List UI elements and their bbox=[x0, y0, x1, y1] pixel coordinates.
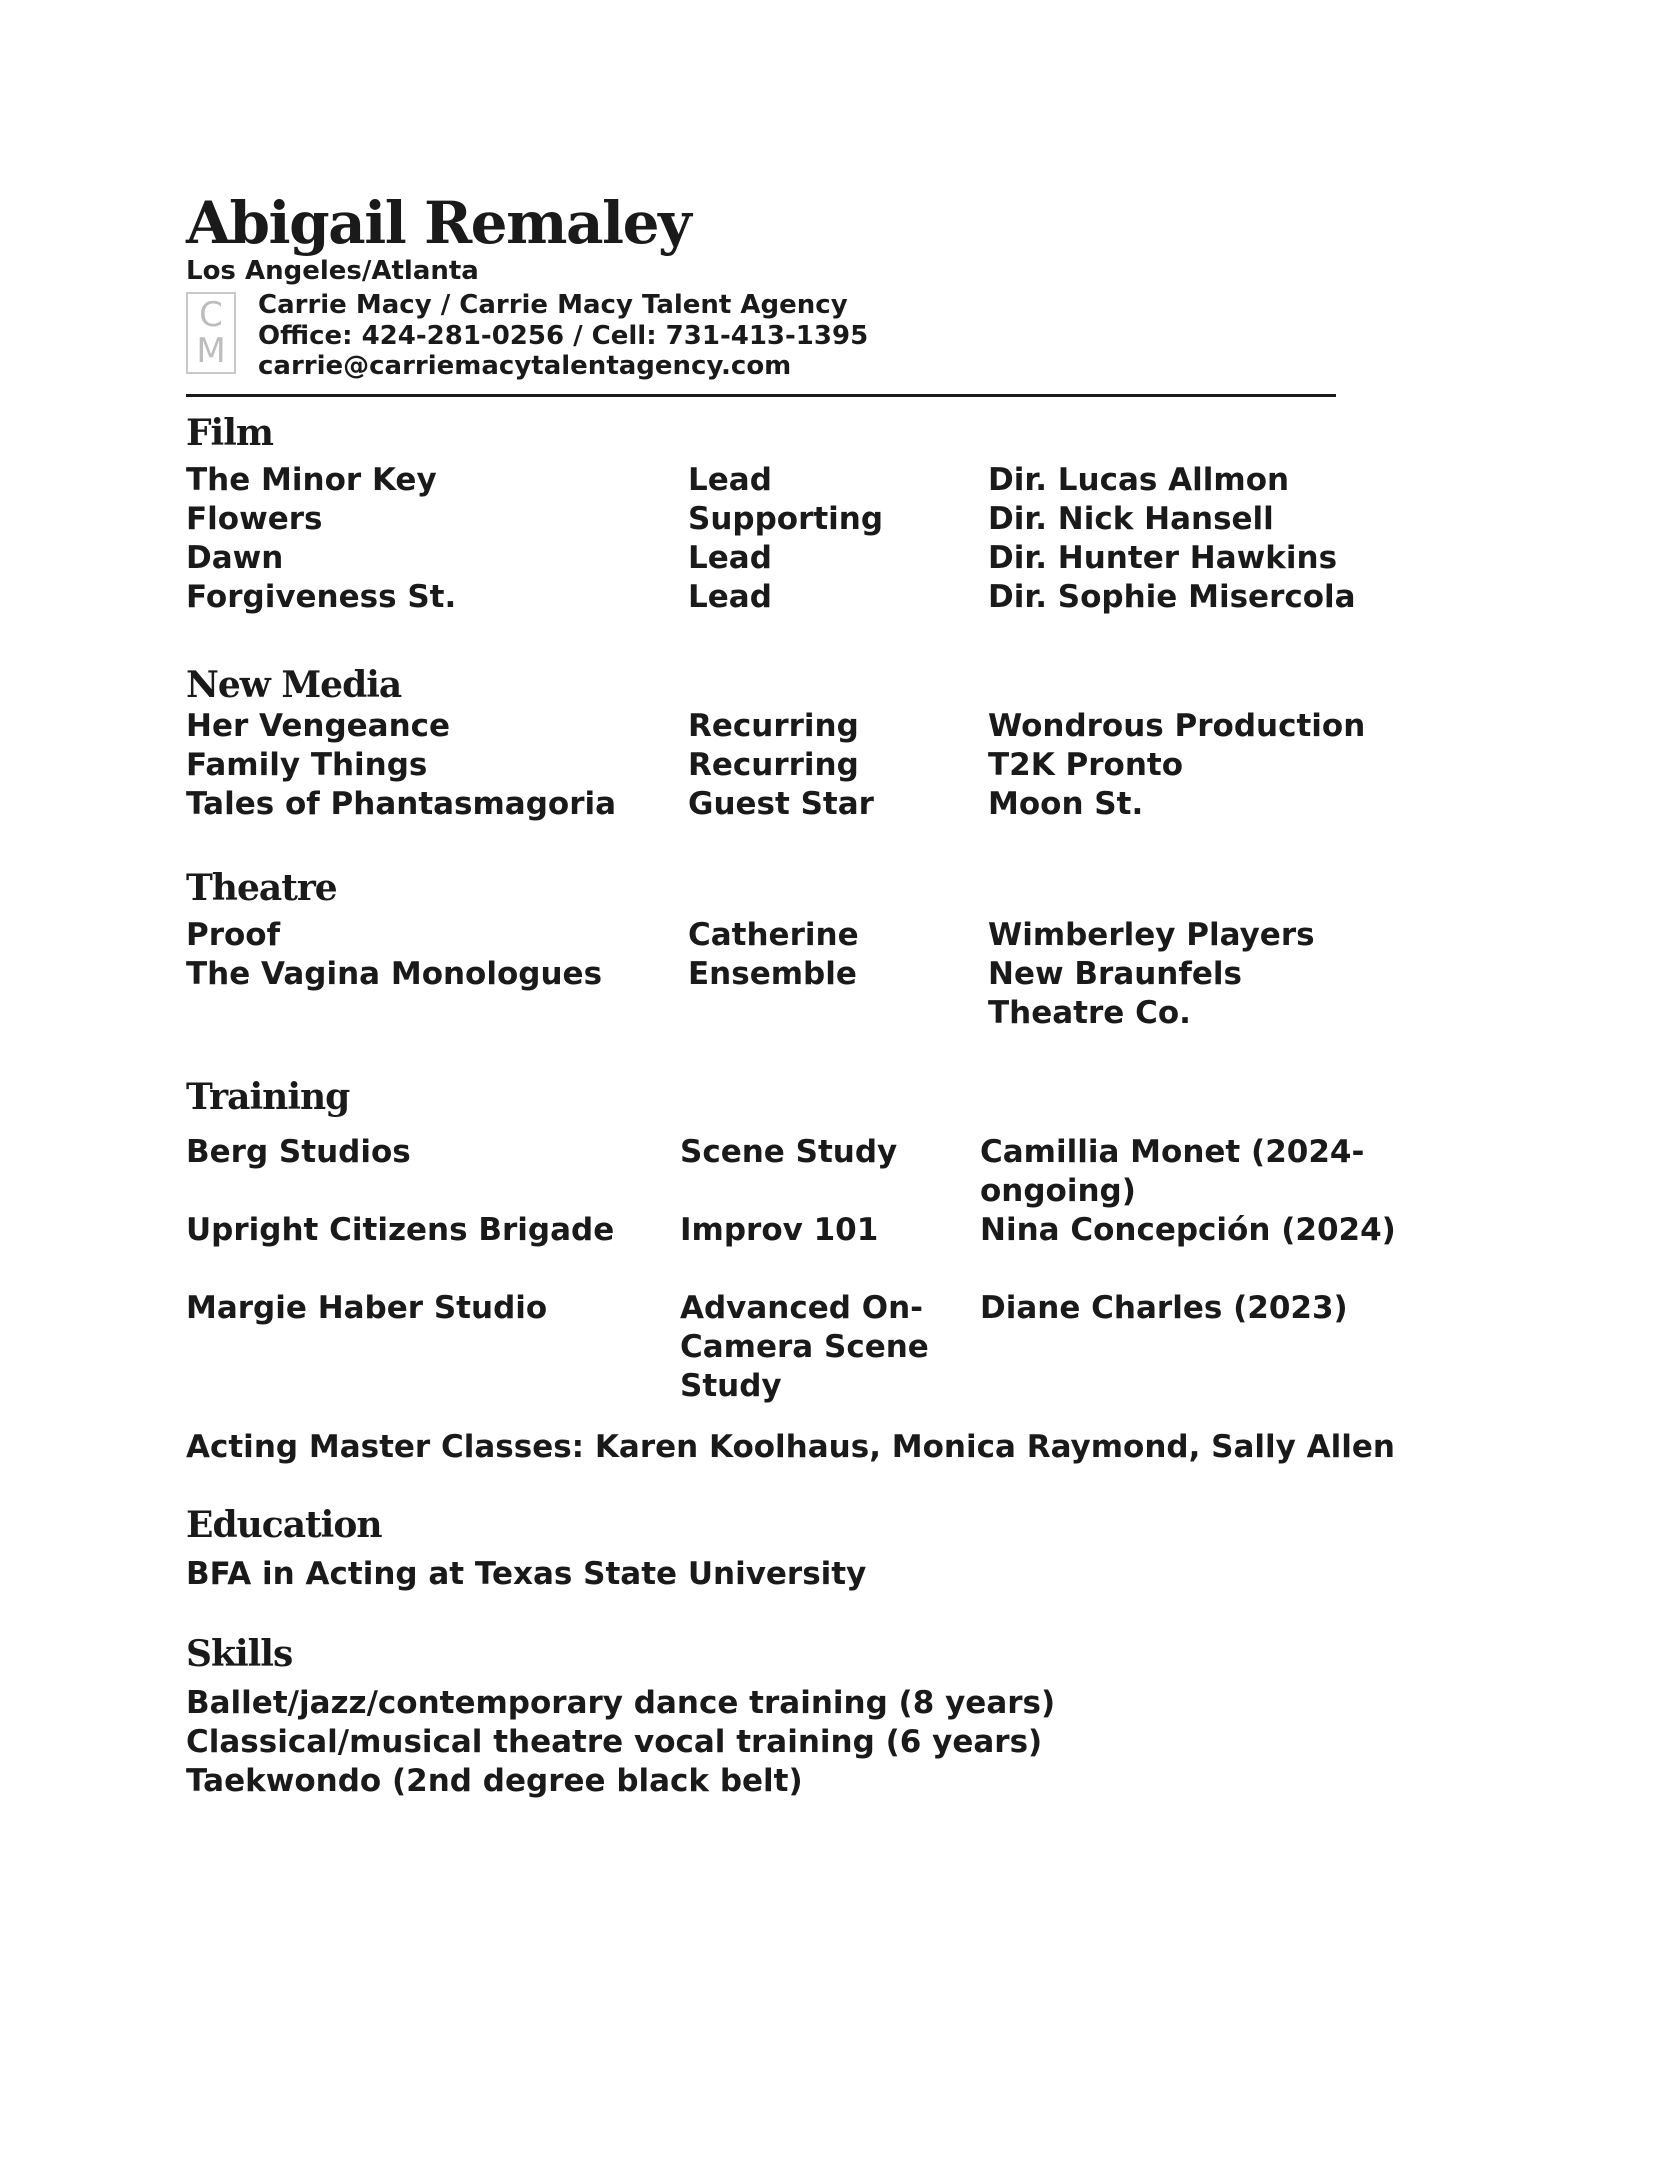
skill-item: Classical/musical theatre vocal training (6 years) bbox=[186, 1723, 1043, 1760]
education-line: BFA in Acting at Texas State University bbox=[186, 1555, 867, 1592]
training-class-line: Study bbox=[680, 1367, 782, 1404]
theatre-row bbox=[186, 916, 1486, 955]
training-heading: Training bbox=[186, 1075, 350, 1118]
agency-lines bbox=[258, 290, 868, 382]
new-media-project: Tales of Phantasmagoria bbox=[186, 785, 617, 822]
agency-phones: Office: 424-281-0256 / Cell: 731-413-1395 bbox=[258, 320, 869, 351]
agency-email[interactable]: carrie@carriemacytalentagency.com bbox=[258, 351, 792, 381]
agency-logo-icon bbox=[186, 292, 236, 374]
training-school: Margie Haber Studio bbox=[186, 1289, 548, 1326]
new-media-credit: T2K Pronto bbox=[988, 746, 1184, 783]
skill-item: Ballet/jazz/contemporary dance training (8 years) bbox=[186, 1684, 1056, 1721]
new-media-role: Recurring bbox=[688, 746, 859, 783]
theatre-role: Catherine bbox=[688, 916, 859, 953]
new-media-row bbox=[186, 746, 1486, 785]
training-class bbox=[680, 1289, 980, 1406]
theatre-credit bbox=[988, 955, 1408, 1033]
new-media-credit: Wondrous Production bbox=[988, 707, 1366, 744]
training-section bbox=[186, 1075, 1486, 1467]
film-credit: Dir. Sophie Misercola bbox=[988, 578, 1356, 615]
agency-name: Carrie Macy / Carrie Macy Talent Agency bbox=[258, 290, 848, 320]
training-teacher bbox=[980, 1133, 1410, 1211]
film-credit: Dir. Hunter Hawkins bbox=[988, 539, 1338, 576]
education-section bbox=[186, 1503, 1486, 1594]
new-media-row bbox=[186, 785, 1486, 824]
film-row bbox=[186, 539, 1486, 578]
skills-section bbox=[186, 1632, 1486, 1801]
agency-contact-block bbox=[186, 290, 1486, 382]
training-teacher: Nina Concepción (2024) bbox=[980, 1211, 1396, 1248]
theatre-project: Proof bbox=[186, 916, 281, 953]
new-media-section bbox=[186, 663, 1486, 824]
actor-name: Abigail Remaley bbox=[186, 189, 691, 257]
film-row bbox=[186, 578, 1486, 617]
theatre-credit-line: Theatre Co. bbox=[988, 994, 1191, 1031]
training-class: Improv 101 bbox=[680, 1211, 879, 1248]
new-media-heading: New Media bbox=[186, 663, 402, 706]
training-row bbox=[186, 1211, 1486, 1250]
training-teacher-line: Camillia Monet (2024- bbox=[980, 1133, 1365, 1170]
film-project: Flowers bbox=[186, 500, 323, 537]
resume-page bbox=[186, 190, 1486, 1801]
skill-item: Taekwondo (2nd degree black belt) bbox=[186, 1762, 803, 1799]
training-school: Berg Studios bbox=[186, 1133, 411, 1170]
training-class-line: Advanced On- bbox=[680, 1289, 924, 1326]
film-section bbox=[186, 411, 1486, 617]
training-teacher: Diane Charles (2023) bbox=[980, 1289, 1348, 1326]
location: Los Angeles/Atlanta bbox=[186, 256, 479, 286]
training-school: Upright Citizens Brigade bbox=[186, 1211, 615, 1248]
theatre-section bbox=[186, 866, 1486, 1033]
film-role: Lead bbox=[688, 539, 772, 576]
theatre-heading: Theatre bbox=[186, 866, 337, 909]
new-media-credit: Moon St. bbox=[988, 785, 1144, 822]
theatre-credit: Wimberley Players bbox=[988, 916, 1315, 953]
theatre-row bbox=[186, 955, 1486, 1033]
film-role: Lead bbox=[688, 461, 772, 498]
film-role: Lead bbox=[688, 578, 772, 615]
new-media-project: Her Vengeance bbox=[186, 707, 451, 744]
logo-letter-c: C bbox=[199, 295, 223, 335]
film-row bbox=[186, 461, 1486, 500]
theatre-role: Ensemble bbox=[688, 955, 857, 992]
training-class-line: Camera Scene bbox=[680, 1328, 929, 1365]
new-media-row bbox=[186, 707, 1486, 746]
new-media-role: Guest Star bbox=[688, 785, 874, 822]
skills-heading: Skills bbox=[186, 1632, 293, 1675]
film-credit: Dir. Nick Hansell bbox=[988, 500, 1274, 537]
film-credit: Dir. Lucas Allmon bbox=[988, 461, 1290, 498]
education-heading: Education bbox=[186, 1503, 382, 1546]
theatre-credit-line: New Braunfels bbox=[988, 955, 1242, 992]
theatre-project: The Vagina Monologues bbox=[186, 955, 603, 992]
logo-letter-m: M bbox=[196, 331, 226, 371]
new-media-project: Family Things bbox=[186, 746, 428, 783]
master-classes: Acting Master Classes: Karen Koolhaus, Monica Raymond, Sally Allen bbox=[186, 1428, 1395, 1465]
new-media-role: Recurring bbox=[688, 707, 859, 744]
film-project: The Minor Key bbox=[186, 461, 437, 498]
training-row bbox=[186, 1289, 1486, 1406]
film-project: Dawn bbox=[186, 539, 284, 576]
training-class: Scene Study bbox=[680, 1133, 898, 1170]
film-project: Forgiveness St. bbox=[186, 578, 457, 615]
header-divider bbox=[186, 394, 1336, 397]
film-row bbox=[186, 500, 1486, 539]
film-heading: Film bbox=[186, 411, 274, 454]
film-role: Supporting bbox=[688, 500, 884, 537]
training-row bbox=[186, 1133, 1486, 1211]
training-teacher-line: ongoing) bbox=[980, 1172, 1136, 1209]
